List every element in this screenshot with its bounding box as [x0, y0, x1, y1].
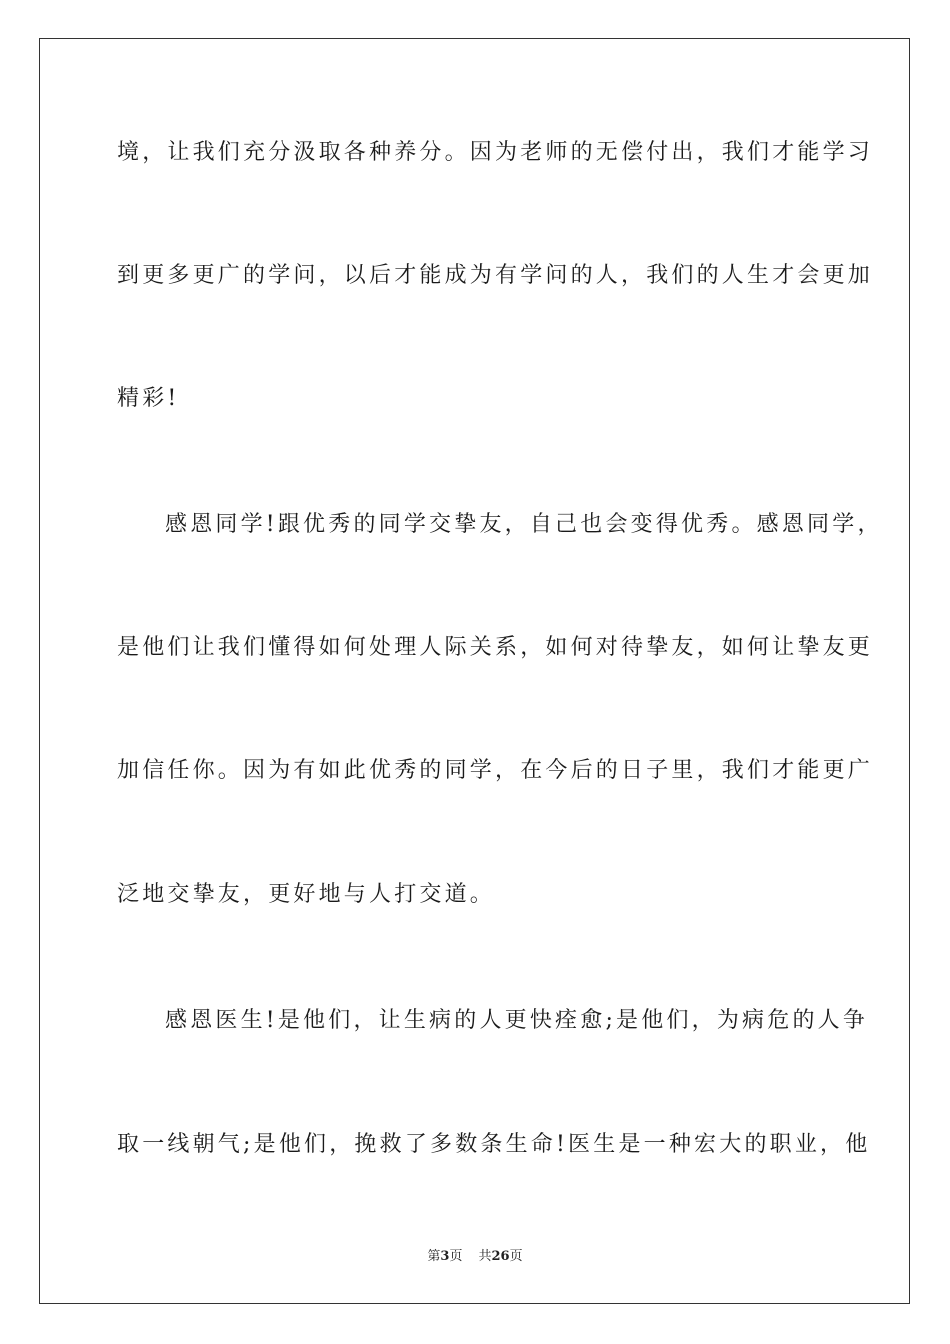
body-line-2: 到更多更广的学问，以后才能成为有学问的人，我们的人生才会更加	[117, 263, 874, 288]
body-line-9: 取一线朝气;是他们，挽救了多数条生命!医生是一种宏大的职业，他	[117, 1132, 871, 1157]
body-line-7: 泛地交挚友，更好地与人打交道。	[117, 882, 496, 907]
paragraph-start-doctors: 感恩医生!是他们，让生病的人更快痊愈;是他们，为病危的人争	[165, 1008, 869, 1033]
page-footer	[0, 1248, 950, 1266]
total-suffix: 页	[509, 1249, 523, 1264]
page-suffix: 页	[449, 1249, 463, 1264]
page-prefix: 第	[427, 1249, 441, 1264]
paragraph-start-classmates: 感恩同学!跟优秀的同学交挚友，自己也会变得优秀。感恩同学，	[165, 512, 883, 537]
page-border	[39, 38, 910, 1304]
body-line-1: 境，让我们充分汲取各种养分。因为老师的无偿付出，我们才能学习	[117, 140, 874, 165]
current-page-number: 3	[440, 1249, 450, 1264]
body-line-5: 是他们让我们懂得如何处理人际关系，如何对待挚友，如何让挚友更	[117, 635, 874, 660]
body-line-6: 加信任你。因为有如此优秀的同学，在今后的日子里，我们才能更广	[117, 758, 874, 783]
total-prefix: 共	[478, 1249, 492, 1264]
total-page-count: 26	[491, 1249, 510, 1264]
body-line-3: 精彩!	[117, 386, 180, 411]
